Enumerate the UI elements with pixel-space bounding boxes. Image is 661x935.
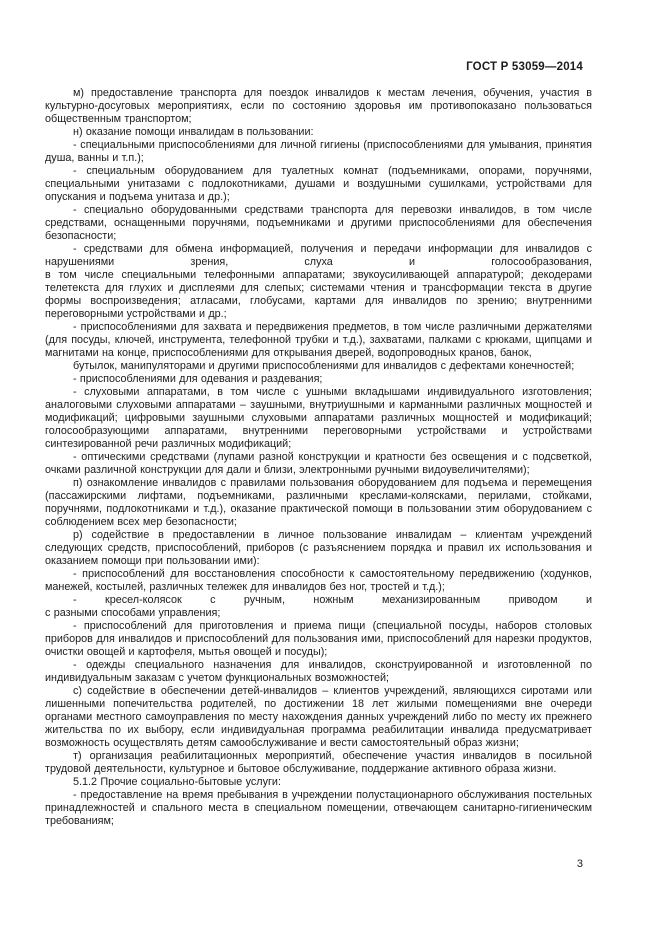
paragraph: п) ознакомление инвалидов с правилами пользования оборудованием для подъема и перемещения (пассажирскими лифтами, подъемниками, различными креслами-колясками, перилами, стойками, поручнями, подлокотниками и т.д.), оказание практической помощи в пользовании этим оборудованием с соблюдением всех мер безопасности; xyxy=(45,477,592,528)
paragraph: - предоставление на время пребывания в учреждении полустационарного обслуживания постельных принадлежностей и спального места в специальном помещении, отвечающем санитарно-гигиеническим требованиям; xyxy=(45,789,592,827)
paragraph: 5.1.2 Прочие социально-бытовые услуги: xyxy=(73,776,281,788)
paragraph: - оптическими средствами (лупами разной конструкции и кратности без освещения и с подсветкой, очками различной конструкции для дали и близи, электронными ручными видоувеличителями); xyxy=(45,451,592,476)
paragraph: - приспособлений для восстановления способности к самостоятельному передвижению (ходунков, манежей, костылей, различных тележек для инвалидов без ног, тростей и т.д.); xyxy=(45,568,592,593)
paragraph: бутылок, манипуляторами и другими приспособлениями для инвалидов с дефектами конечностей; xyxy=(73,360,575,372)
paragraph: - приспособлениями для захвата и передвижения предметов, в том числе различными держателями (для посуды, ключей, инструмента, телефонной трубки и т.д.), захватами, палками с крюками, щипцами и магнитами на конце, приспособлениями для открывания дверей, водопроводных кранов, банок, xyxy=(45,321,592,359)
page-number: 3 xyxy=(576,858,583,870)
paragraph: - одежды специального назначения для инвалидов, сконструированной и изготовленной по индивидуальным заказам с учетом функциональных возможностей; xyxy=(45,659,592,684)
paragraph: - специальными приспособлениями для личной гигиены (приспособлениями для умывания, принятия душа, ванны и т.п.); xyxy=(45,139,592,164)
paragraph: - слуховыми аппаратами, в том числе с ушными вкладышами индивидуального изготовления; аналоговыми слуховыми аппаратами – заушными, внутриушными и карманными различных мощностей и модификаций; цифровыми заушными слуховыми аппаратами различных мощностей и модификаций; голосообразующими аппаратами, внутренними переговорными устройствами и устройствами синтезированной речи различных модификаций; xyxy=(45,386,592,450)
paragraph: с разными способами управления; xyxy=(45,607,221,619)
standard-number: ГОСТ Р 53059—2014 xyxy=(466,61,583,73)
document-header xyxy=(45,61,583,74)
paragraph: р) содействие в предоставлении в личное пользование инвалидам – клиентам учреждений следующих средств, приспособлений, приборов (с разъяснением порядка и правил их использования и оказанием помощи при пользовании ими): xyxy=(45,529,592,567)
paragraph: н) оказание помощи инвалидам в пользовании: xyxy=(73,126,314,138)
paragraph: в том числе специальными телефонными аппаратами; звукоусиливающей аппаратурой; декодерами телетекста для глухих и дисплеями для слепых; системами чтения и трансформации текста в другие формы воспроизведения; атласами, глобусами, картами для инвалидов по зрению; внутренними переговорными устройствами и др.; xyxy=(45,269,592,320)
paragraph: т) организация реабилитационных мероприятий, обеспечение участия инвалидов в посильной трудовой деятельности, культурное и бытовое обслуживание, поддержание активного образа жизни. xyxy=(45,750,592,775)
paragraph: - приспособлений для приготовления и приема пищи (специальной посуды, наборов столовых приборов для инвалидов и приспособлений для пользования ими, приспособлений для нарезки продуктов, очистки овощей и картофеля, мытья овощей и посуды); xyxy=(45,620,592,658)
paragraph: - специальным оборудованием для туалетных комнат (подъемниками, опорами, поручнями, специальными унитазами с подлокотниками, душами и воздушными сушилками, устройствами для опускания и подъема унитаза и др.); xyxy=(45,165,592,203)
paragraph: - средствами для обмена информацией, получения и передачи информации для инвалидов с нарушениями зрения, слуха и голосообразования, xyxy=(45,243,592,268)
paragraph: м) предоставление транспорта для поездок инвалидов к местам лечения, обучения, участия в культурно-досуговых мероприятиях, если по состоянию здоровья им противопоказано пользоваться общественным транспортом; xyxy=(45,87,592,125)
paragraph: - приспособлениями для одевания и раздевания; xyxy=(73,373,323,385)
paragraph: - кресел-колясок с ручным, ножным механизированным приводом и xyxy=(73,594,592,606)
paragraph: - специально оборудованными средствами транспорта для перевозки инвалидов, в том числе средствами, оснащенными поручнями, подъемниками и другими приспособлениями для обеспечения безопасности; xyxy=(45,204,592,242)
paragraph: с) содействие в обеспечении детей-инвалидов – клиентов учреждений, являющихся сиротами или лишенными попечительства родителей, по достижении 18 лет жилыми помещениями вне очереди органами местного самоуправления по месту нахождения данных учреждений либо по месту их прежнего жительства по их выбору, если индивидуальная программа реабилитации инвалида предусматривает возможность осуществлять детям самообслуживание и вести самостоятельный образ жизни; xyxy=(45,685,592,749)
document-body xyxy=(45,87,592,828)
